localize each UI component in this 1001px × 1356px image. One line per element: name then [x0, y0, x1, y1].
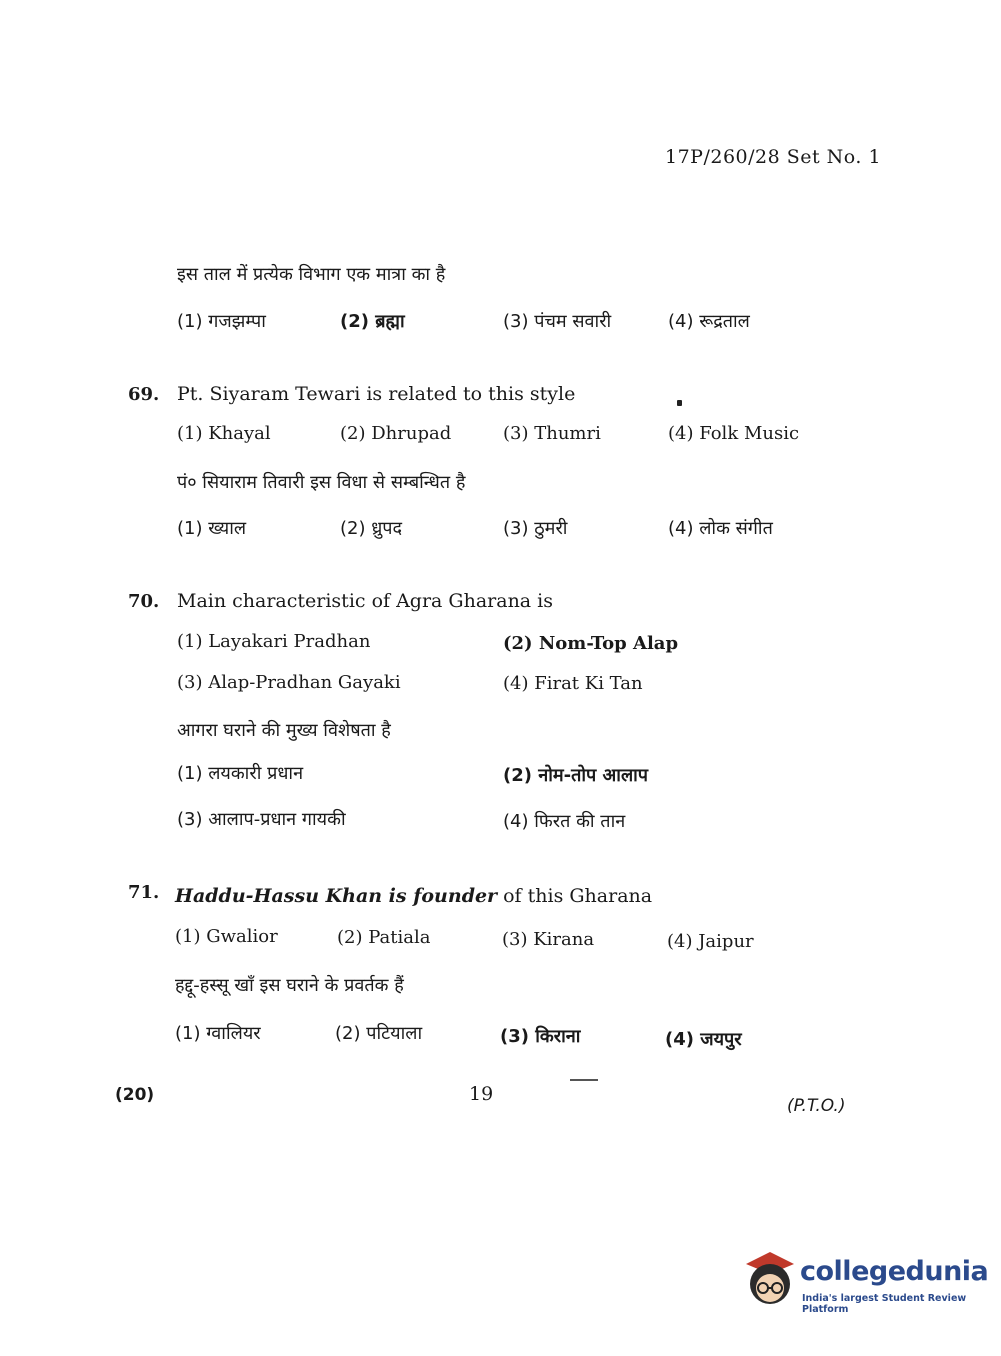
q70-option-1-hi: (1) लयकारी प्रधान: [177, 763, 304, 784]
scan-mark: [677, 400, 682, 406]
q69-option-3-hi: (3) ठुमरी: [503, 518, 568, 539]
q70-text-hi: आगरा घराने की मुख्य विशेषता है: [177, 720, 391, 741]
paper-code: 17P/260/28 Set No. 1: [665, 146, 882, 168]
q70-option-1-en: (1) Layakari Pradhan: [177, 631, 371, 652]
q69-text-hi: पं० सियाराम तिवारी इस विधा से सम्बन्धित है: [177, 472, 466, 493]
q71-option-4-hi: (4) जयपुर: [665, 1029, 742, 1050]
q70-option-3-hi: (3) आलाप-प्रधान गायकी: [177, 809, 346, 830]
q69-option-4-hi: (4) लोक संगीत: [668, 518, 773, 539]
q71-option-2-hi: (2) पटियाला: [335, 1023, 423, 1044]
mascot-logo-icon: [740, 1250, 800, 1312]
q71-text-en-rest: of this Gharana: [497, 885, 653, 907]
q70-option-4-hi: (4) फिरत की तान: [503, 811, 626, 832]
q69-option-1-en: (1) Khayal: [177, 423, 271, 444]
q69-option-1-hi: (1) ख्याल: [177, 518, 247, 539]
page-number: 19: [469, 1083, 494, 1105]
q69-option-3-en: (3) Thumri: [503, 423, 601, 444]
q69-text-en: Pt. Siyaram Tewari is related to this style: [177, 383, 576, 405]
q68-option-3-hi: (3) पंचम सवारी: [503, 311, 612, 332]
brand-name: collegedunia: [800, 1256, 989, 1287]
q71-option-1-en: (1) Gwalior: [175, 926, 278, 947]
q71-option-2-en: (2) Patiala: [337, 927, 431, 948]
q69-option-2-en: (2) Dhrupad: [340, 423, 452, 444]
q68-option-4-hi: (4) रूद्रताल: [668, 311, 750, 332]
q71-text-en: [175, 885, 652, 907]
brand-tagline: India's largest Student Review Platform: [802, 1293, 967, 1315]
q71-option-3-en: (3) Kirana: [502, 929, 595, 950]
collegedunia-watermark: [740, 1250, 989, 1315]
q69-option-2-hi: (2) ध्रुपद: [340, 518, 403, 539]
q71-option-4-en: (4) Jaipur: [667, 931, 754, 952]
q70-option-2-en: (2) Nom-Top Alap: [503, 633, 679, 654]
pto-label: (P.T.O.): [787, 1096, 846, 1116]
q70-text-en: Main characteristic of Agra Gharana is: [177, 590, 554, 612]
q71-option-1-hi: (1) ग्वालियर: [175, 1023, 261, 1044]
q71-number: 71.: [128, 882, 160, 903]
q69-number: 69.: [128, 384, 160, 405]
q70-option-3-en: (3) Alap-Pradhan Gayaki: [177, 672, 401, 693]
q68-option-2-hi: (2) ब्रह्मा: [340, 311, 405, 332]
q69-option-4-en: (4) Folk Music: [668, 423, 800, 444]
q70-number: 70.: [128, 591, 160, 612]
q71-text-en-italic: Haddu-Hassu Khan is founder: [175, 885, 498, 907]
q70-option-2-hi: (2) नोम-तोप आलाप: [503, 765, 649, 786]
footer-left-count: (20): [115, 1085, 155, 1105]
scan-mark: [570, 1079, 598, 1081]
q70-option-4-en: (4) Firat Ki Tan: [503, 673, 643, 694]
q68-text-hi: इस ताल में प्रत्येक विभाग एक मात्रा का है: [177, 264, 446, 285]
q68-option-1-hi: (1) गजझम्पा: [177, 311, 266, 332]
q71-text-hi: हद्दू-हस्सू खाँ इस घराने के प्रवर्तक हैं: [175, 975, 404, 996]
q71-option-3-hi: (3) किराना: [500, 1026, 581, 1047]
